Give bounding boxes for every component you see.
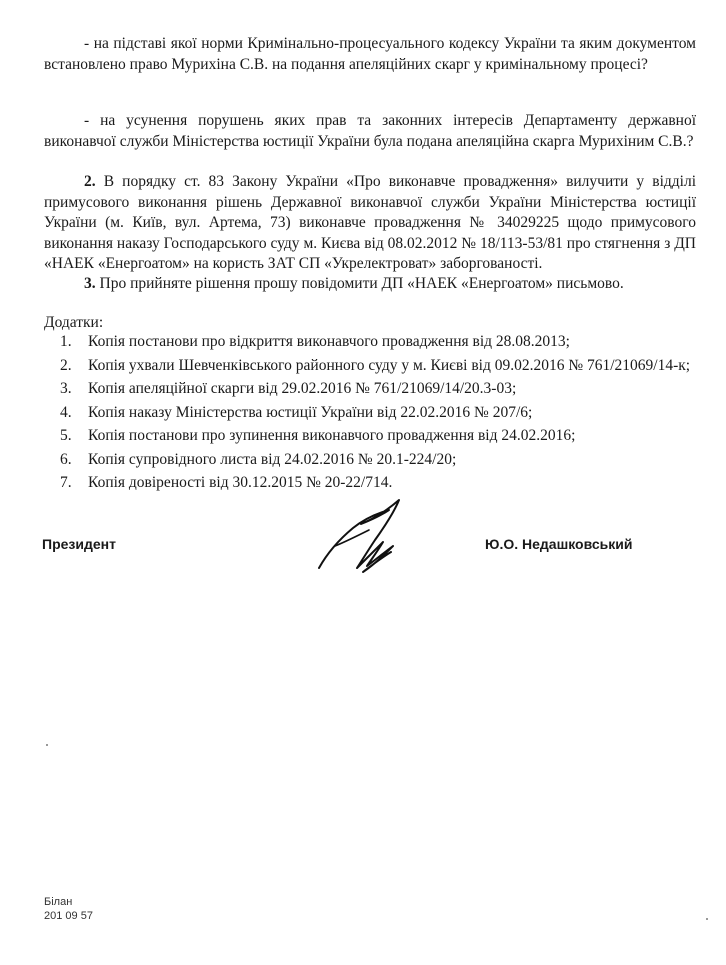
attachments-list [60, 332, 696, 497]
signatory-name: Ю.О. Недашковський [485, 536, 633, 552]
numbered-paragraph-2 [44, 172, 696, 275]
scan-speck [706, 918, 708, 920]
attachment-number: 6. [60, 450, 72, 468]
attachment-text: Копія постанови про відкриття виконавчого провадження від 28.08.2013; [88, 333, 570, 350]
attachment-item [60, 356, 696, 375]
attachment-item [60, 426, 696, 445]
numbered-paragraph-3 [44, 274, 696, 295]
question-paragraph-2: - на усунення порушень яких прав та законних інтересів Департаменту державної виконавчої служби Міністерства юстиції України була подана апеляційна скарга Мурихіним С.В.? [44, 112, 696, 150]
footer-author: Білан [44, 896, 73, 908]
attachment-text: Копія апеляційної скарги від 29.02.2016 № 761/21069/14/20.3-03; [88, 380, 517, 397]
attachment-item [60, 403, 696, 422]
attachment-text: Копія наказу Міністерства юстиції України від 22.02.2016 № 207/6; [88, 403, 533, 421]
paragraph-text: Про прийняте рішення прошу повідомити ДП «НАЕК «Енергоатом» письмово. [99, 275, 624, 292]
handwritten-signature [305, 480, 425, 580]
attachments-title: Додатки: [44, 314, 104, 331]
scan-speck [46, 744, 48, 746]
attachment-item [60, 450, 696, 469]
attachment-item [60, 379, 696, 398]
attachment-number: 4. [60, 403, 72, 421]
attachment-number: 5. [60, 427, 72, 444]
attachment-number: 7. [60, 474, 72, 491]
question-paragraph-1: - на підставі якої норми Кримінально-процесуального кодексу України та яким документом встановлено право Мурихіна С.В. на подання апеляційних скарг у кримінальному процесі? [44, 35, 696, 73]
attachment-number: 2. [60, 356, 72, 374]
attachment-number: 3. [60, 380, 72, 397]
paragraph-number: 3. [84, 275, 96, 292]
paragraph-number: 2. [84, 173, 96, 190]
attachment-text: Копія постанови про зупинення виконавчого провадження від 24.02.2016; [88, 427, 576, 444]
paragraph-text: В порядку ст. 83 Закону України «Про виконавче провадження» вилучити у відділі примусового виконання рішень Державної виконавчої служби України Міністерства юстиції України (м. Київ, вул. Артема, 73) виконавче провадження № 34029225 щодо примусового виконання наказу Господарського суду м. Києва від 08.02.2012 № 18/113-53/81 про стягнення з ДП «НАЕК «Енергоатом» на користь ЗАТ СП «Укрелектроват» заборгованості. [44, 173, 696, 272]
attachment-text: Копія довіреності від 30.12.2015 № 20-22/714. [88, 474, 393, 491]
attachment-text: Копія ухвали Шевченківського районного суду у м. Києві від 09.02.2016 № 761/21069/14-к; [88, 356, 691, 374]
signatory-role: Президент [42, 536, 116, 552]
footer-phone: 201 09 57 [44, 910, 93, 922]
footer-contact [44, 895, 93, 923]
attachment-item [60, 332, 696, 351]
attachment-text: Копія супровідного листа від 24.02.2016 № 20.1-224/20; [88, 450, 457, 468]
attachment-number: 1. [60, 333, 72, 350]
